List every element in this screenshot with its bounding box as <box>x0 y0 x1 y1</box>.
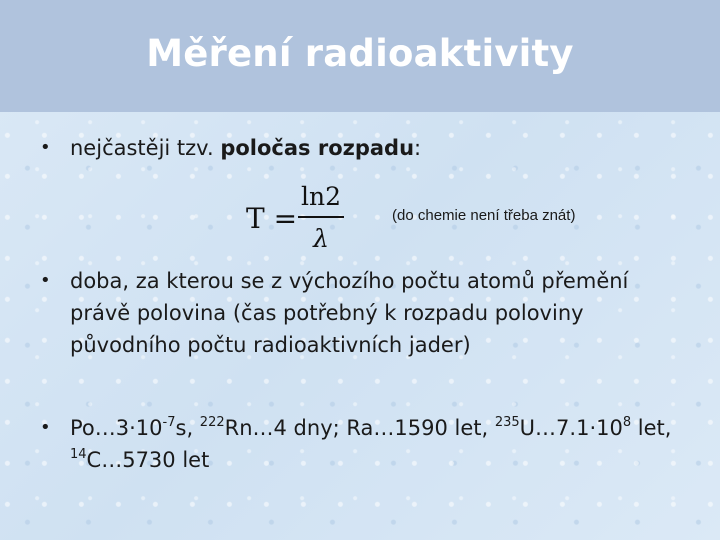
formula-numerator: ln2 <box>300 182 341 211</box>
fraction-bar <box>298 216 344 218</box>
bullet-marker: • <box>40 137 51 158</box>
formula-lhs: T = <box>246 202 298 235</box>
example-carbon: C…5730 let <box>86 448 210 472</box>
bullet-text-suffix: : <box>414 136 422 160</box>
example-uranium: U…7.1·10 <box>519 416 623 440</box>
bullet-marker: • <box>40 417 51 438</box>
formula-fraction <box>298 182 344 254</box>
bullet-text <box>42 412 682 476</box>
bullet-text-prefix: nejčastěji tzv. <box>70 136 221 160</box>
example-polonium: Po…3·10 <box>70 416 163 440</box>
formula-note: (do chemie není třeba znát) <box>392 207 576 224</box>
unit-seconds: s, <box>175 416 200 440</box>
exponent: -7 <box>162 415 176 430</box>
mass-number-rn: 222 <box>199 415 225 430</box>
half-life-formula <box>246 182 356 258</box>
formula-denominator: λ <box>313 224 329 253</box>
bullet-half-life <box>42 132 682 164</box>
bullet-examples <box>42 412 682 476</box>
exponent: 8 <box>622 415 632 430</box>
bullet-definition <box>42 265 682 361</box>
bullet-marker: • <box>40 270 51 291</box>
mass-number-u: 235 <box>494 415 520 430</box>
unit-years: let, <box>631 416 672 440</box>
example-radon-radium: Rn…4 dny; Ra…1590 let, <box>224 416 495 440</box>
bullet-text-bold: poločas rozpadu <box>220 136 415 160</box>
bullet-text <box>42 132 682 164</box>
slide-title: Měření radioaktivity <box>146 31 574 75</box>
bullet-text: doba, za kterou se z výchozího počtu atomů přemění právě polovina (čas potřebný k rozpadu poloviny původního počtu radioaktivních jader) <box>70 269 629 357</box>
mass-number-c: 14 <box>70 447 87 462</box>
